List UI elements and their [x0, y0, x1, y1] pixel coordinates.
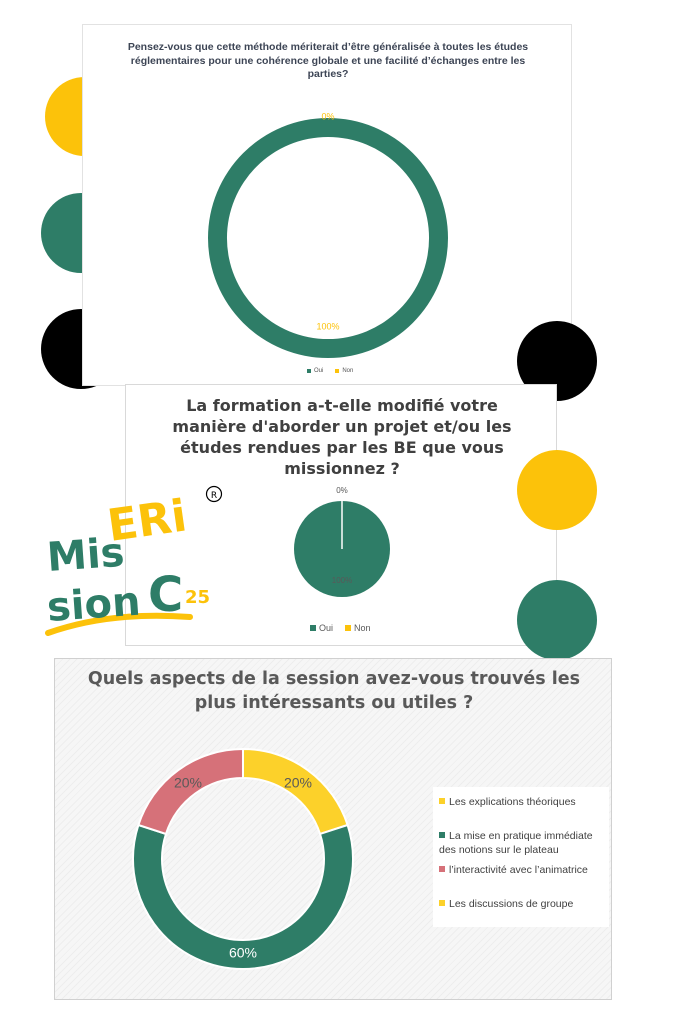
legend-label: Oui	[319, 623, 334, 633]
chart-legend	[307, 368, 353, 374]
data-label: 0%	[321, 111, 335, 122]
chart-card-aspects	[54, 658, 612, 1000]
legend-label: Les discussions de groupe	[449, 898, 574, 910]
logo-text-sion: sion	[45, 578, 142, 631]
legend-item-interactivite	[439, 863, 609, 877]
logo-text-mis: Mis	[45, 529, 126, 581]
registered-letter: R	[210, 491, 218, 501]
donut-chart-generalisation	[83, 25, 573, 387]
missioner-logo	[40, 483, 235, 648]
data-label: 60%	[228, 944, 258, 961]
legend-label: Non	[342, 368, 354, 374]
data-label: 0%	[336, 486, 348, 496]
decor-circle-yellow-right	[517, 450, 597, 530]
chart-title: Quels aspects de la session avez-vous trouvés les plus intéressants ou utiles ?	[87, 669, 581, 713]
legend-label: Les explications théoriques	[449, 796, 576, 808]
data-label: 100%	[331, 576, 353, 586]
legend-item-oui	[310, 623, 333, 633]
legend-item-mise-en-pratique	[439, 829, 609, 857]
data-label: 20%	[283, 774, 313, 791]
legend-item-non	[335, 368, 353, 374]
data-label: 100%	[316, 321, 340, 332]
logo-text-25: 25	[185, 587, 211, 608]
legend-label: La mise en pratique immédiate des notions sur le plateau	[439, 830, 593, 856]
legend-item-discussions	[439, 897, 609, 911]
legend-item-oui	[307, 368, 323, 374]
chart-legend	[310, 623, 371, 633]
legend-item-explications	[439, 795, 609, 809]
slice-les-explications-th-oriques	[243, 749, 348, 834]
slice-l-interactivit-avec-l-animatrice	[138, 749, 243, 834]
legend-label: Non	[354, 623, 371, 633]
logo-text-c: C	[148, 567, 184, 623]
data-label: 20%	[173, 774, 203, 791]
chart-title: La formation a-t-elle modifié votre manière d'aborder un projet et/ou les études rendues par les BE que vous missionnez ?	[172, 396, 512, 478]
legend-label: Oui	[314, 368, 324, 374]
logo-text-eri: ERi	[104, 490, 190, 552]
chart-legend	[433, 787, 609, 927]
legend-item-non	[345, 623, 371, 633]
decor-circle-green-right	[517, 580, 597, 660]
chart-title: Pensez-vous que cette méthode mériterait d’être généralisée à toutes les études réglementaires pour une cohérence globale et une facilité d’échanges entre les parties?	[127, 41, 529, 80]
legend-label: l’interactivité avec l’animatrice	[449, 864, 588, 876]
chart-card-generalisation	[82, 24, 572, 386]
